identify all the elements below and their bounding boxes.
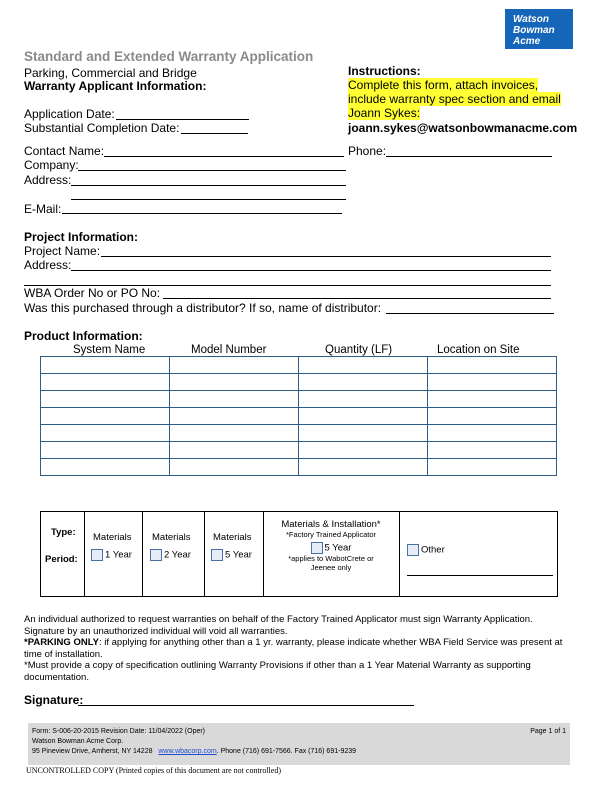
option-1-period[interactable]	[91, 549, 132, 561]
table-cell[interactable]	[41, 357, 170, 374]
divider	[204, 512, 205, 596]
table-cell[interactable]	[299, 425, 428, 442]
logo-line-1: Watson	[513, 14, 549, 25]
order-number-field[interactable]	[163, 298, 551, 299]
uncontrolled-copy-notice: UNCONTROLLED COPY (Printed copies of this document are not controlled)	[26, 766, 281, 775]
logo-line-3: Acme	[513, 36, 541, 47]
product-table	[40, 356, 557, 476]
project-name-label: Project Name:	[24, 244, 101, 258]
table-cell[interactable]	[299, 459, 428, 476]
table-cell[interactable]	[41, 408, 170, 425]
option-2-period[interactable]	[150, 549, 191, 561]
table-row	[41, 442, 557, 459]
divider	[142, 512, 143, 596]
signature-field[interactable]	[78, 705, 414, 706]
table-cell[interactable]	[299, 374, 428, 391]
distributor-field[interactable]	[386, 313, 554, 314]
signature-label: Signature:	[24, 693, 84, 707]
footer-phone-fax: . Phone (716) 691-7566. Fax (716) 691-9239	[216, 748, 357, 755]
option-1-type: Materials	[93, 532, 132, 543]
option-3-period-label: 5 Year	[225, 549, 252, 561]
table-cell[interactable]	[41, 459, 170, 476]
table-cell[interactable]	[428, 357, 557, 374]
table-cell[interactable]	[41, 374, 170, 391]
logo-line-2: Bowman	[513, 25, 555, 36]
address-label: Address:	[24, 173, 72, 187]
order-number-label: WBA Order No or PO No:	[24, 286, 161, 300]
address-field-line-2[interactable]	[71, 199, 346, 200]
divider	[399, 512, 400, 596]
page-footer	[28, 723, 570, 765]
instructions-text: Complete this form, attach invoices, include warranty spec section and email Joann Sykes:	[348, 78, 561, 120]
table-row	[41, 391, 557, 408]
other-option[interactable]	[407, 544, 445, 556]
divider	[84, 512, 85, 596]
other-label: Other	[421, 544, 445, 556]
table-row	[41, 459, 557, 476]
mi-note: *Factory Trained Applicator	[285, 530, 377, 539]
mi-applies: *applies to WabotCrete or Jeenee only	[288, 554, 374, 572]
warranty-period-box	[40, 511, 558, 597]
parking-note	[24, 637, 569, 660]
company-logo	[505, 9, 573, 49]
mi-period[interactable]	[263, 542, 399, 554]
table-cell[interactable]	[428, 425, 557, 442]
instructions-email: joann.sykes@watsonbowmanacme.com	[348, 121, 578, 135]
checkbox-icon[interactable]	[407, 544, 419, 556]
parking-note-bold: *PARKING ONLY	[24, 637, 99, 648]
footer-company: Watson Bowman Acme Corp.	[32, 738, 124, 745]
page-number: Page 1 of 1	[530, 728, 566, 735]
table-cell[interactable]	[170, 374, 299, 391]
table-row	[41, 408, 557, 425]
table-cell[interactable]	[170, 425, 299, 442]
company-label: Company:	[24, 158, 79, 172]
application-date-field[interactable]	[116, 119, 249, 120]
applicant-section-heading: Warranty Applicant Information:	[24, 79, 207, 93]
option-1-period-label: 1 Year	[105, 549, 132, 561]
table-cell[interactable]	[299, 442, 428, 459]
product-section-heading: Product Information:	[24, 329, 143, 343]
option-2-type: Materials	[152, 532, 191, 543]
option-3-period[interactable]	[211, 549, 252, 561]
table-row	[41, 357, 557, 374]
completion-date-field[interactable]	[181, 133, 248, 134]
contact-name-label: Contact Name:	[24, 144, 105, 158]
table-cell[interactable]	[299, 357, 428, 374]
option-3-type: Materials	[213, 532, 252, 543]
table-cell[interactable]	[428, 459, 557, 476]
authorized-note: An individual authorized to request warranties on behalf of the Factory Trained Applicator must sign Warranty Application. Signature by an unauthorized individual will void all warranties.	[24, 614, 533, 637]
phone-field[interactable]	[386, 156, 552, 157]
type-label: Type:	[51, 527, 76, 538]
form-subtitle: Parking, Commercial and Bridge	[24, 66, 197, 80]
instructions-block	[348, 64, 578, 120]
checkbox-icon[interactable]	[91, 549, 103, 561]
table-cell[interactable]	[299, 391, 428, 408]
period-label: Period:	[45, 554, 78, 565]
table-cell[interactable]	[428, 374, 557, 391]
table-row	[41, 425, 557, 442]
column-system-name: System Name	[73, 344, 146, 356]
table-cell[interactable]	[41, 391, 170, 408]
table-cell[interactable]	[428, 442, 557, 459]
company-field[interactable]	[78, 170, 346, 171]
table-cell[interactable]	[170, 391, 299, 408]
distributor-label: Was this purchased through a distributor? If so, name of distributor:	[24, 301, 382, 315]
footer-address: 95 Pineview Drive, Amherst, NY 14228	[32, 748, 153, 755]
spec-note: *Must provide a copy of specification outlining Warranty Provisions if other than a 1 Year Material Warranty as supporting documentation.	[24, 660, 531, 683]
mi-type: Materials & Installation*	[281, 519, 381, 530]
project-name-field[interactable]	[101, 256, 551, 257]
form-number: Form: S-006-20-2015 Revision Date: 11/04/2022 (Oper)	[32, 728, 206, 735]
column-quantity: Quantity (LF)	[325, 344, 393, 356]
checkbox-icon[interactable]	[211, 549, 223, 561]
table-cell[interactable]	[41, 425, 170, 442]
mi-period-label: 5 Year	[324, 542, 352, 554]
email-label: E-Mail:	[24, 202, 62, 216]
address-field[interactable]	[71, 185, 346, 186]
footer-contact	[32, 747, 566, 757]
checkbox-icon[interactable]	[311, 542, 323, 554]
table-cell[interactable]	[41, 442, 170, 459]
project-address-label: Address:	[24, 258, 72, 272]
mi-option	[263, 519, 399, 572]
checkbox-icon[interactable]	[150, 549, 162, 561]
application-date-label: Application Date:	[24, 107, 115, 121]
option-2-period-label: 2 Year	[164, 549, 191, 561]
column-location: Location on Site	[437, 344, 520, 356]
table-cell[interactable]	[428, 408, 557, 425]
parking-note-text: : if applying for anything other than a 1 yr. warranty, please indicate whether WBA Field Service was present at time of installation.	[24, 637, 563, 660]
footer-web-link[interactable]: www.wbacorp.com	[158, 748, 217, 755]
table-cell[interactable]	[170, 442, 299, 459]
instructions-heading: Instructions:	[348, 64, 421, 78]
phone-label: Phone:	[348, 144, 387, 158]
table-cell[interactable]	[428, 391, 557, 408]
email-field[interactable]	[62, 213, 342, 214]
form-title: Standard and Extended Warranty Application	[24, 49, 314, 64]
contact-name-field[interactable]	[104, 156, 344, 157]
table-cell[interactable]	[170, 357, 299, 374]
table-cell[interactable]	[170, 408, 299, 425]
project-address-field[interactable]	[71, 270, 551, 271]
table-cell[interactable]	[299, 408, 428, 425]
other-field[interactable]	[407, 575, 553, 576]
column-model-number: Model Number	[191, 344, 267, 356]
table-row	[41, 374, 557, 391]
table-cell[interactable]	[170, 459, 299, 476]
project-section-heading: Project Information:	[24, 230, 139, 244]
completion-date-label: Substantial Completion Date:	[24, 121, 180, 135]
